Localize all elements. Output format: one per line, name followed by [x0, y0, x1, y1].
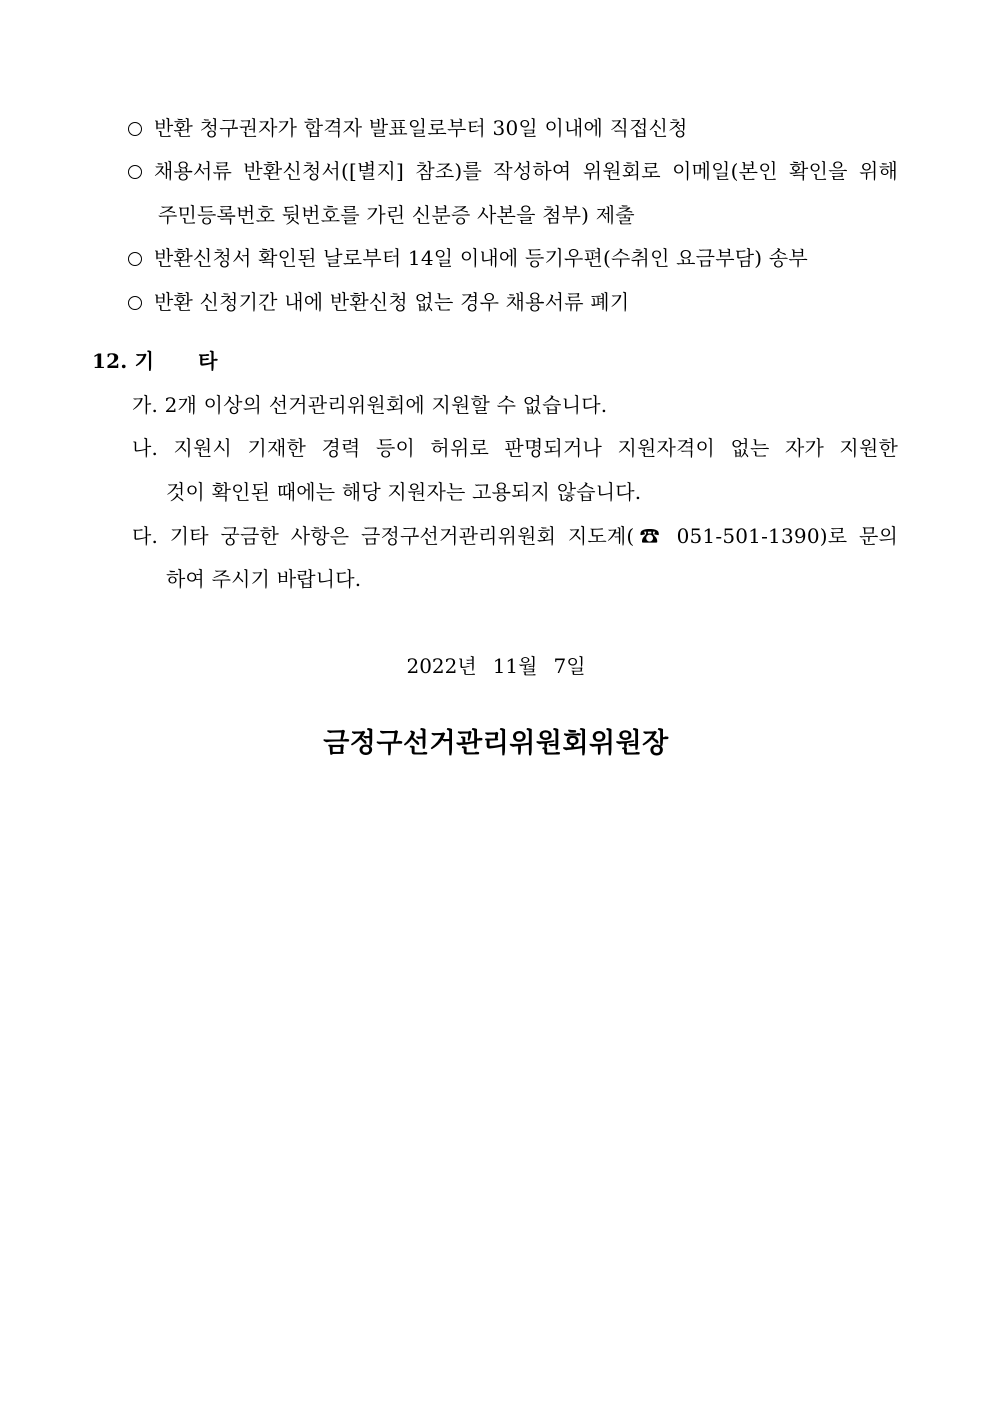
- section-12-heading: [92, 347, 218, 375]
- document-date: [0, 652, 992, 680]
- circle-bullet-icon: [128, 296, 142, 310]
- item-text: 나. 지원시 기재한 경력 등이 허위로 판명되거나 지원자격이 없는 자가 지원한: [132, 436, 898, 460]
- date-month: 11월: [492, 654, 538, 678]
- bullet-item-4: [128, 288, 629, 316]
- section-12-item-na: [132, 434, 898, 462]
- bullet-item-1: [128, 114, 688, 142]
- bullet-item-2: [128, 157, 898, 185]
- section-title-part1: 기: [134, 349, 155, 373]
- issuer-signature: 금정구선거관리위원회위원장: [323, 728, 669, 759]
- bullet-continuation-text: 주민등록번호 뒷번호를 가린 신분증 사본을 첨부) 제출: [158, 203, 635, 227]
- bullet-item-2-continuation: [158, 201, 635, 229]
- item-continuation-text: 하여 주시기 바랍니다.: [166, 567, 362, 591]
- item-text: 다. 기타 궁금한 사항은 금정구선거관리위원회 지도계(☎ 051-501-1390)로 문의: [132, 524, 898, 548]
- bullet-text: 채용서류 반환신청서([별지] 참조)를 작성하여 위원회로 이메일(본인 확인을 위해: [154, 159, 898, 183]
- circle-bullet-icon: [128, 252, 142, 266]
- bullet-text: 반환 청구권자가 합격자 발표일로부터 30일 이내에 직접신청: [154, 116, 688, 140]
- date-day: 7일: [553, 654, 586, 678]
- circle-bullet-icon: [128, 165, 142, 179]
- section-12-item-da: [132, 522, 898, 550]
- item-text: 가. 2개 이상의 선거관리위원회에 지원할 수 없습니다.: [132, 393, 608, 417]
- section-number: 12.: [92, 349, 128, 373]
- circle-bullet-icon: [128, 122, 142, 136]
- section-12-item-na-continuation: [166, 478, 641, 506]
- section-title-part2: 타: [198, 349, 218, 373]
- bullet-text: 반환신청서 확인된 날로부터 14일 이내에 등기우편(수취인 요금부담) 송부: [154, 246, 808, 270]
- section-12-item-ga: [132, 391, 607, 419]
- date-year: 2022년: [406, 654, 477, 678]
- bullet-text: 반환 신청기간 내에 반환신청 없는 경우 채용서류 폐기: [154, 290, 630, 314]
- bullet-item-3: [128, 244, 808, 272]
- item-continuation-text: 것이 확인된 때에는 해당 지원자는 고용되지 않습니다.: [166, 480, 642, 504]
- section-12-item-da-continuation: [166, 565, 361, 593]
